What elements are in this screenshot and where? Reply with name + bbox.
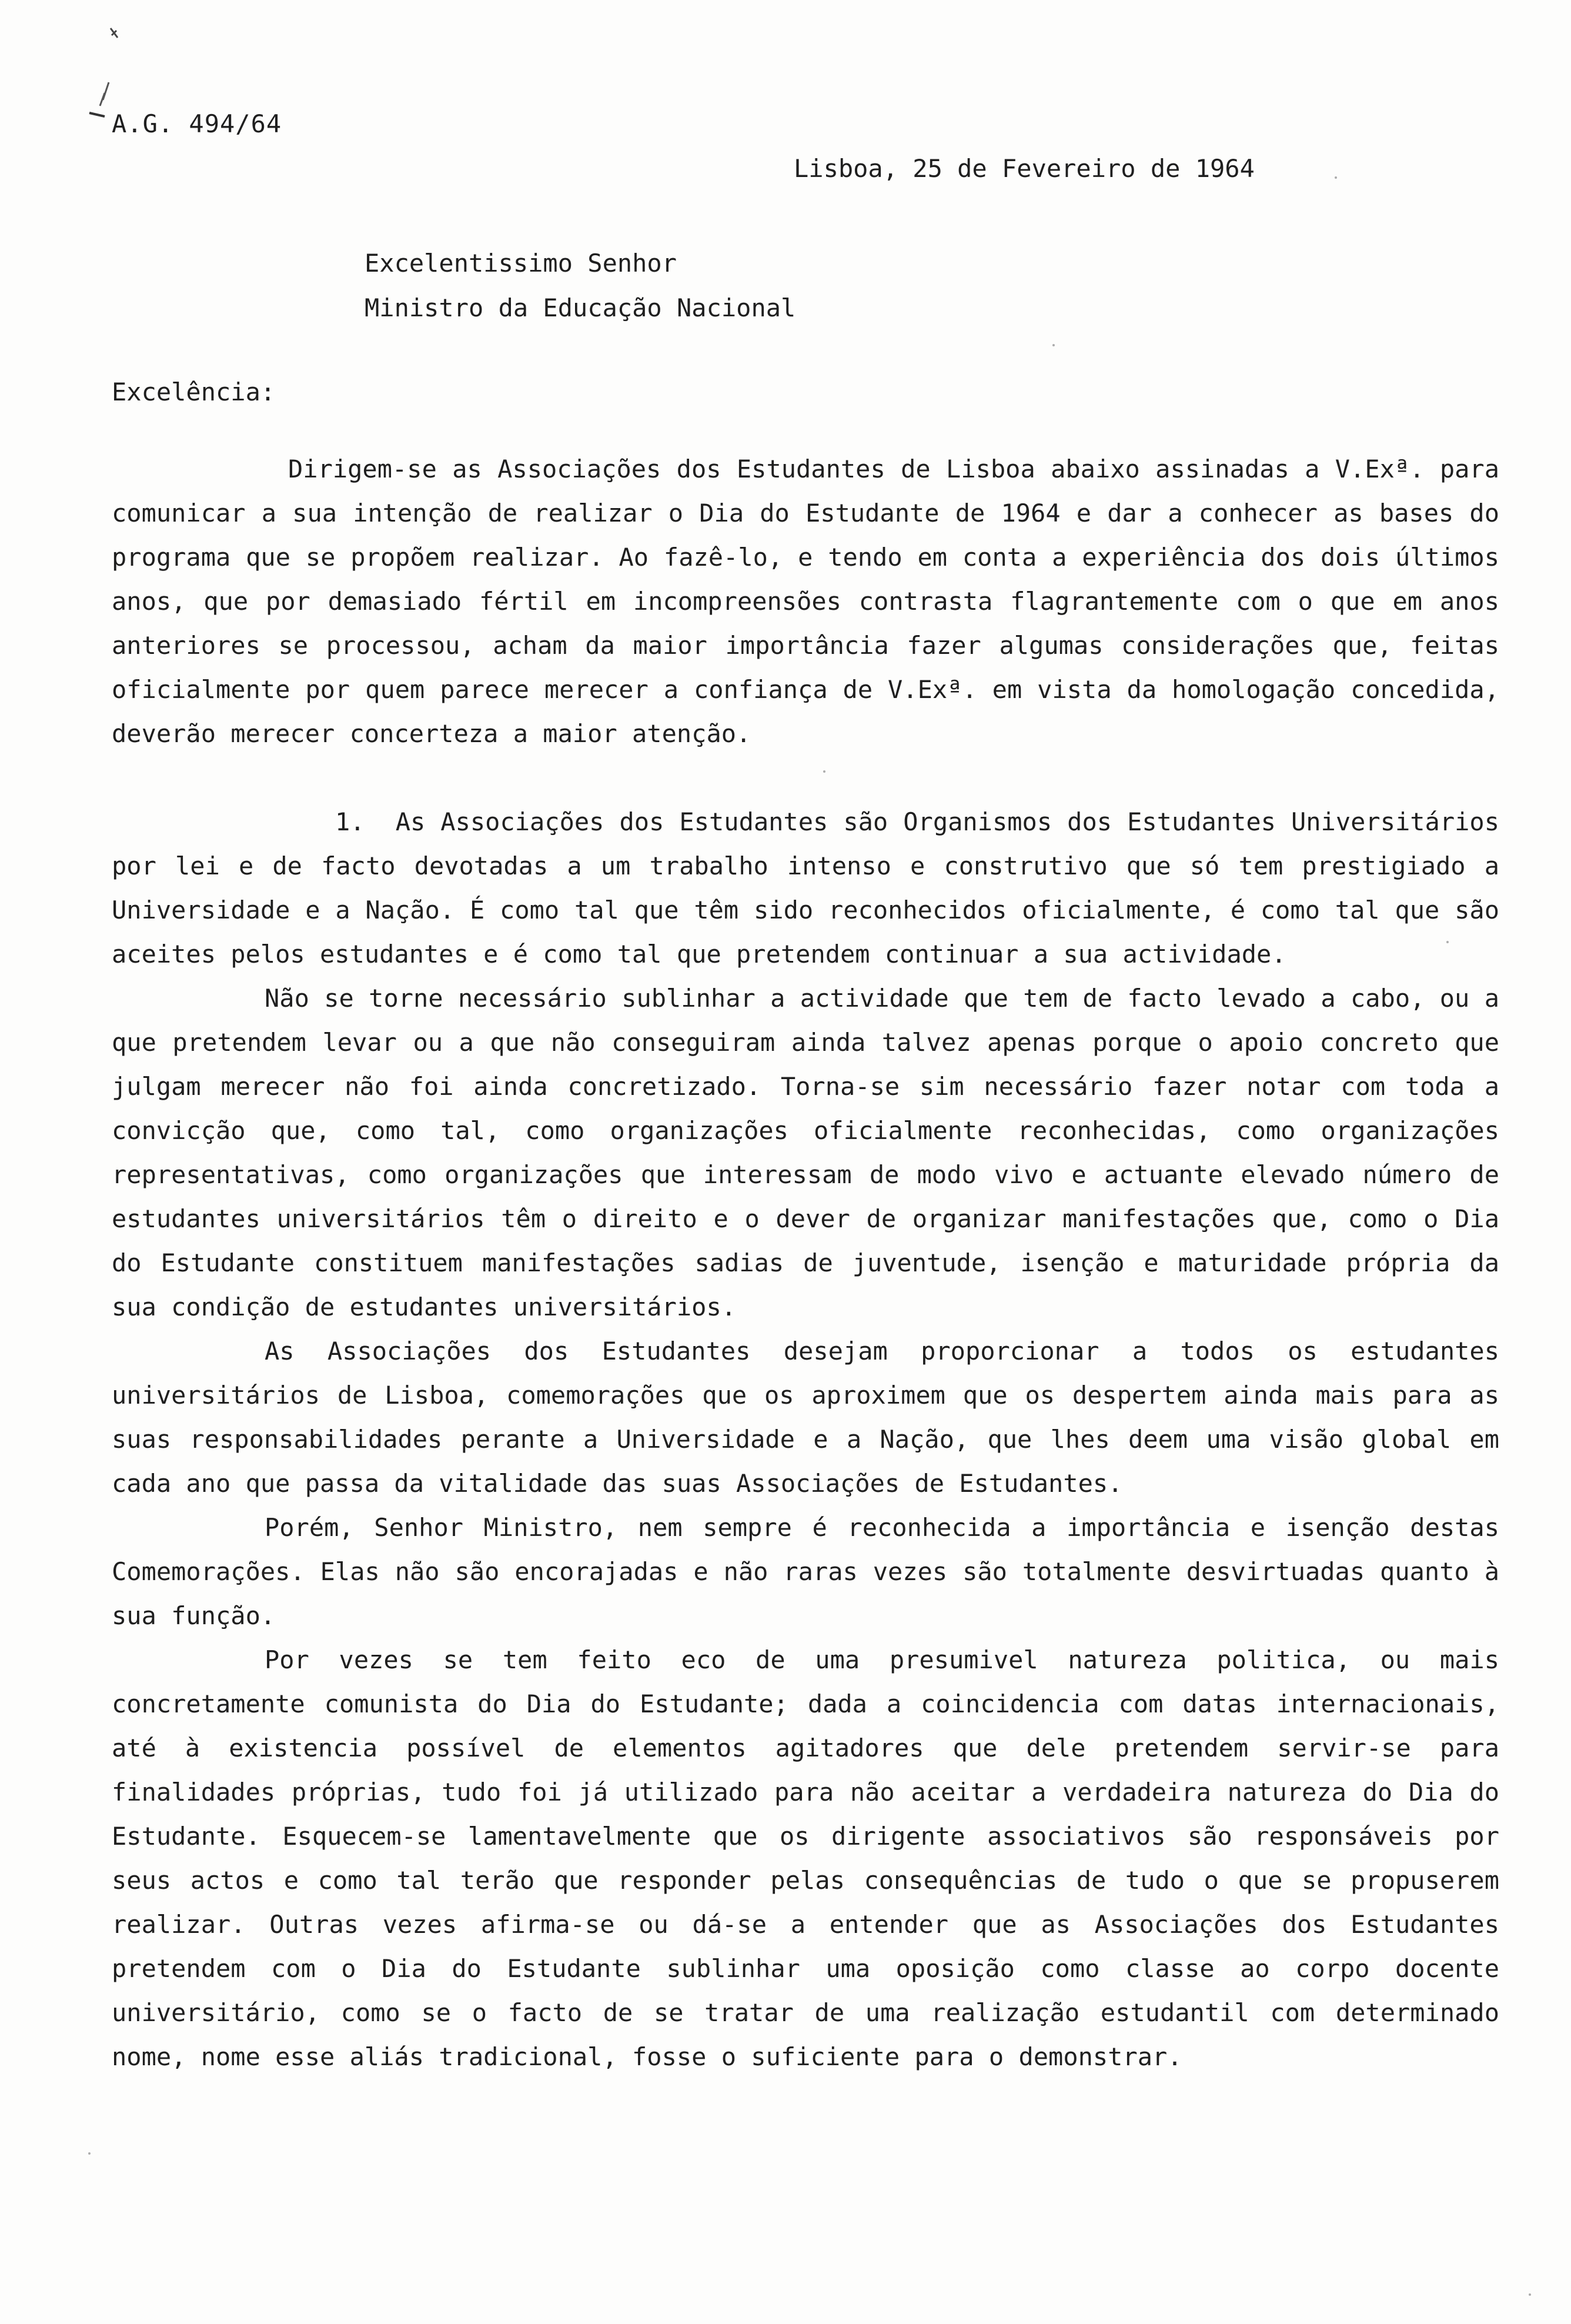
paragraph-intro: Dirigem-se as Associações dos Estudantes de Lisboa abaixo assinadas a V.Exª. para comunicar a sua intenção de realizar o Dia do Estudante de 1964 e dar a conhecer as bases do programa que se propõem realizar. Ao fazê-lo, e tendo em conta a experiência dos dois últimos anos, que por demasiado fértil em incompreensões contrasta flagrantemente com o que em anos anteriores se processou, acham da maior importância fazer algumas considerações que, feitas oficialmente por quem parece merecer a confiança de V.Exª. em vista da homologação concedida, deverão merecer concerteza a maior atenção. [112,455,1499,748]
letter-body [112,447,1499,2079]
handwritten-mark [76,24,129,123]
paragraph-5: Por vezes se tem feito eco de uma presumivel natureza politica, ou mais concretamente comunista do Dia do Estudante; dada a coincidencia com datas internacionais, até à existencia possível de elementos agitadores que dele pretendem servir-se para finalidades próprias, tudo foi já utilizado para não aceitar a verdadeira natureza do Dia do Estudante. Esquecem-se lamentavelmente que os dirigente associativos são responsáveis por seus actos e como tal terão que responder pelas consequências de tudo o que se propuserem realizar. Outras vezes afirma-se ou dá-se a entender que as Associações dos Estudantes pretendem com o Dia do Estudante sublinhar uma oposição como classe ao corpo docente universitário, como se o facto de se tratar de uma realização estudantil com determinado nome, nome esse aliás tradicional, fosse o suficiente para o demonstrar. [112,1645,1499,2071]
paragraph-4: Porém, Senhor Ministro, nem sempre é reconhecida a importância e isenção destas Comemorações. Elas não são encorajadas e não raras vezes são totalmente desvirtuadas quanto à sua função. [112,1513,1499,1630]
paper-speck [1529,2293,1531,2296]
addressee [365,241,795,330]
paper-speck [1335,176,1337,179]
paragraph-2: Não se torne necessário sublinhar a actividade que tem de facto levado a cabo, ou a que pretendem levar ou a que não conseguiram ainda talvez apenas porque o apoio concreto que julgam merecer não foi ainda concretizado. Torna-se sim necessário fazer notar com toda a convicção que, como tal, como organizações oficialmente reconhecidas, como organizações representativas, como organizações que interessam de modo vivo e actuante elevado número de estudantes universitários têm o direito e o dever de organizar manifestações que, como o Dia do Estudante constituem manifestações sadias de juventude, isenção e maturidade própria da sua condição de estudantes universitários. [112,984,1499,1321]
addressee-office: Ministro da Educação Nacional [365,293,796,322]
paragraph-3: As Associações dos Estudantes desejam proporcionar a todos os estudantes universitários de Lisboa, comemorações que os aproximem que os despertem ainda mais para as suas responsabilidades perante a Universidade e a Nação, que lhes deem uma visão global em cada ano que passa da vitalidade das suas Associações de Estudantes. [112,1337,1499,1498]
place-date: Lisboa, 25 de Fevereiro de 1964 [794,154,1255,183]
paragraph-1 [112,800,1499,976]
paragraph-1-text: As Associações dos Estudantes são Organismos dos Estudantes Universitários por lei e de facto devotadas a um trabalho intenso e construtivo que só tem prestigiado a Universidade e a Nação. É como tal que têm sido reconhecidos oficialmente, é como tal que são aceites pelos estudantes e é como tal que pretendem continuar a sua actividade. [112,807,1499,969]
paper-speck [1446,941,1449,943]
addressee-title: Excelentissimo Senhor [365,249,677,278]
paper-speck [88,2152,91,2155]
reference-number: A.G. 494/64 [112,109,282,138]
paper-speck [1052,344,1055,346]
salutation: Excelência: [112,378,276,406]
paper-speck [823,770,825,773]
item-number: 1. [335,807,365,836]
